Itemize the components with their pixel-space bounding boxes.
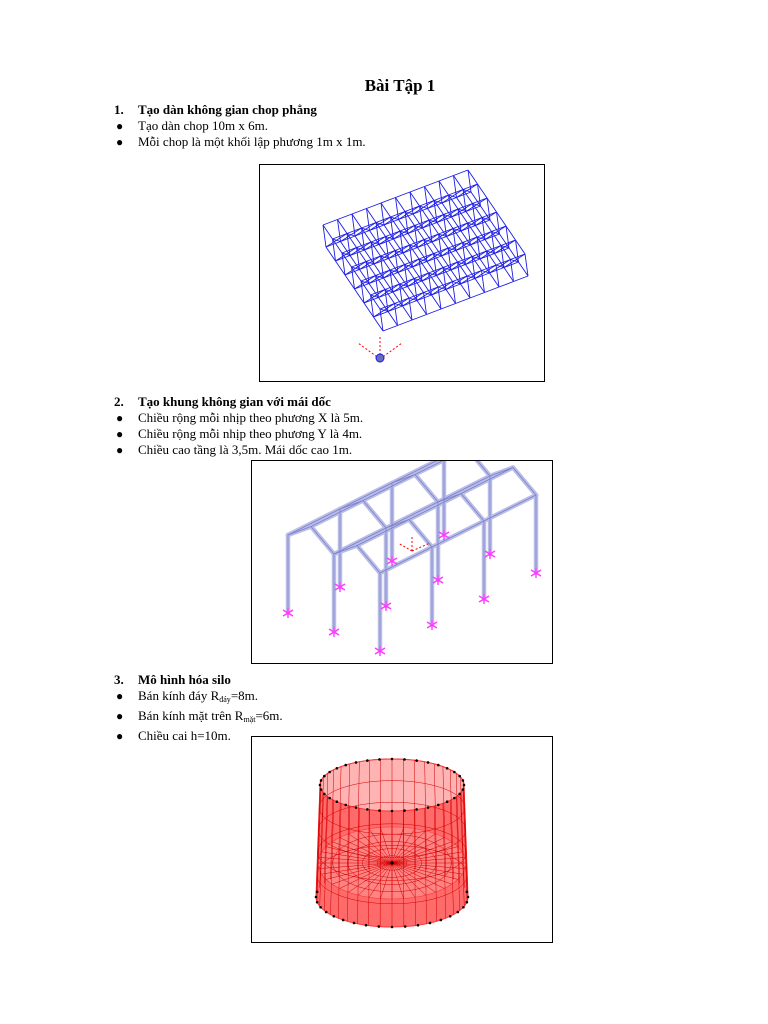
- silo-node: [323, 775, 326, 778]
- silo-node: [344, 804, 347, 807]
- frame-member-edge: [513, 468, 536, 496]
- silo-node: [437, 804, 440, 807]
- truss-member: [396, 192, 411, 198]
- silo-node: [320, 788, 323, 791]
- truss-member: [485, 287, 500, 293]
- bullet-item: ● Mỗi chop là một khối lập phương 1m x 1m.: [116, 134, 366, 149]
- bullet-item: ● Chiều cao tầng là 3,5m. Mái dốc cao 1m.: [116, 442, 353, 457]
- support-node: [376, 354, 384, 362]
- silo-node: [458, 775, 461, 778]
- silo-node: [437, 764, 440, 767]
- silo-model-figure: [251, 736, 553, 943]
- bullet-icon: ●: [116, 411, 124, 425]
- silo-node: [365, 924, 368, 927]
- bullet-icon: ●: [116, 119, 124, 133]
- truss-member: [381, 198, 396, 204]
- silo-node: [344, 764, 347, 767]
- silo-node: [427, 761, 430, 764]
- bullet-icon: ●: [116, 443, 124, 457]
- truss-member: [439, 176, 454, 182]
- silo-node: [453, 797, 456, 800]
- y-axis-line: [398, 543, 412, 551]
- silo-node: [391, 758, 394, 761]
- bullet-item: ● Tạo dàn chop 10m x 6m.: [116, 118, 268, 133]
- truss-member: [456, 298, 471, 304]
- truss-members: [323, 170, 528, 331]
- silo-node: [403, 758, 406, 761]
- silo-node: [449, 915, 452, 918]
- truss-member: [338, 214, 353, 220]
- frame-members: [288, 461, 536, 651]
- silo-node: [453, 771, 456, 774]
- bullet-icon: ●: [116, 427, 124, 441]
- silo-node: [328, 797, 331, 800]
- truss-member: [367, 203, 382, 209]
- silo-node: [353, 922, 356, 925]
- silo-node: [467, 896, 470, 899]
- silo-node: [463, 784, 466, 787]
- silo-node: [355, 806, 358, 809]
- silo-node: [462, 906, 465, 909]
- silo-node: [446, 800, 449, 803]
- section-heading: 1. Tạo dàn không gian chop phẳng: [114, 102, 317, 117]
- silo-node: [366, 759, 369, 762]
- silo-node: [462, 788, 465, 791]
- silo-node: [336, 800, 339, 803]
- silo-node: [342, 919, 345, 922]
- frame-member-edge: [363, 501, 386, 529]
- silo-node: [378, 925, 381, 928]
- truss-member: [427, 309, 442, 315]
- silo-node: [403, 809, 406, 812]
- silo-node: [391, 810, 394, 813]
- frame-member: [467, 461, 490, 476]
- silo-node: [417, 924, 420, 927]
- truss-member: [323, 220, 338, 226]
- silo-node: [355, 761, 358, 764]
- frame-member-edge: [461, 494, 484, 522]
- truss-member: [410, 187, 425, 193]
- truss-member: [470, 293, 485, 299]
- silo-node: [458, 793, 461, 796]
- truss-member: [383, 326, 398, 332]
- truss-member: [352, 209, 367, 215]
- bullet-icon: ●: [116, 689, 124, 703]
- section-1: [114, 102, 366, 150]
- silo-node: [319, 906, 322, 909]
- silo-node: [415, 759, 418, 762]
- silo-node: [415, 808, 418, 811]
- silo-node: [462, 779, 465, 782]
- silo-node: [378, 809, 381, 812]
- silo-node: [323, 793, 326, 796]
- truss-member: [514, 276, 529, 282]
- page-title: Bài Tập 1: [364, 76, 436, 95]
- silo-node: [319, 784, 322, 787]
- silo-node: [378, 758, 381, 761]
- silo-node: [316, 890, 319, 893]
- truss-member: [454, 170, 469, 176]
- frame-member-edge: [311, 501, 363, 527]
- bullet-item: ● Bán kính đáy $R_{đáy}=8m$.: [116, 688, 259, 704]
- frame-member-edge: [363, 475, 415, 501]
- section-3: [114, 672, 283, 744]
- silo-node: [366, 808, 369, 811]
- truss-member: [499, 282, 514, 288]
- silo-node: [320, 779, 323, 782]
- frame-member-edge: [357, 546, 380, 574]
- silo-node: [332, 915, 335, 918]
- bullet-item: ● Chiều rộng mỗi nhịp theo phương X là 5m.: [116, 410, 364, 425]
- supports: [283, 530, 541, 656]
- section-heading: 3. Mô hình hóa silo: [114, 672, 231, 687]
- bullet-item: ● Chiều rộng mỗi nhịp theo phương Y là 4m.: [116, 426, 363, 441]
- bullet-icon: ●: [116, 729, 124, 743]
- truss-member: [398, 320, 413, 326]
- bullet-item: ● Bán kính mặt trên $R_{mặt}=6m$.: [116, 708, 283, 724]
- silo-node: [325, 911, 328, 914]
- silo-node: [429, 922, 432, 925]
- silo-node: [466, 890, 469, 893]
- silo-node: [328, 771, 331, 774]
- silo-node: [440, 919, 443, 922]
- silo-node: [427, 806, 430, 809]
- section-2: [114, 394, 363, 458]
- truss-member: [412, 315, 427, 321]
- silo-center-node: [390, 861, 393, 864]
- frame-member-edge: [311, 527, 334, 555]
- silo-node: [315, 896, 318, 899]
- silo-node: [316, 901, 319, 904]
- frame-member-edge: [415, 475, 438, 503]
- section-heading: 2. Tạo khung không gian với mái dốc: [114, 394, 331, 409]
- silo-node: [457, 911, 460, 914]
- silo-node: [466, 901, 469, 904]
- bullet-icon: ●: [116, 709, 124, 723]
- truss-member: [425, 181, 440, 187]
- truss-member: [441, 304, 456, 310]
- bullet-icon: ●: [116, 135, 124, 149]
- space-truss-figure: [259, 164, 545, 382]
- silo-node: [404, 925, 407, 928]
- silo-node: [391, 926, 394, 929]
- silo-node: [336, 767, 339, 770]
- silo-node: [446, 767, 449, 770]
- sloped-roof-frame-figure: [251, 460, 553, 664]
- bullet-item: ● Chiều cai h=10m.: [116, 728, 231, 743]
